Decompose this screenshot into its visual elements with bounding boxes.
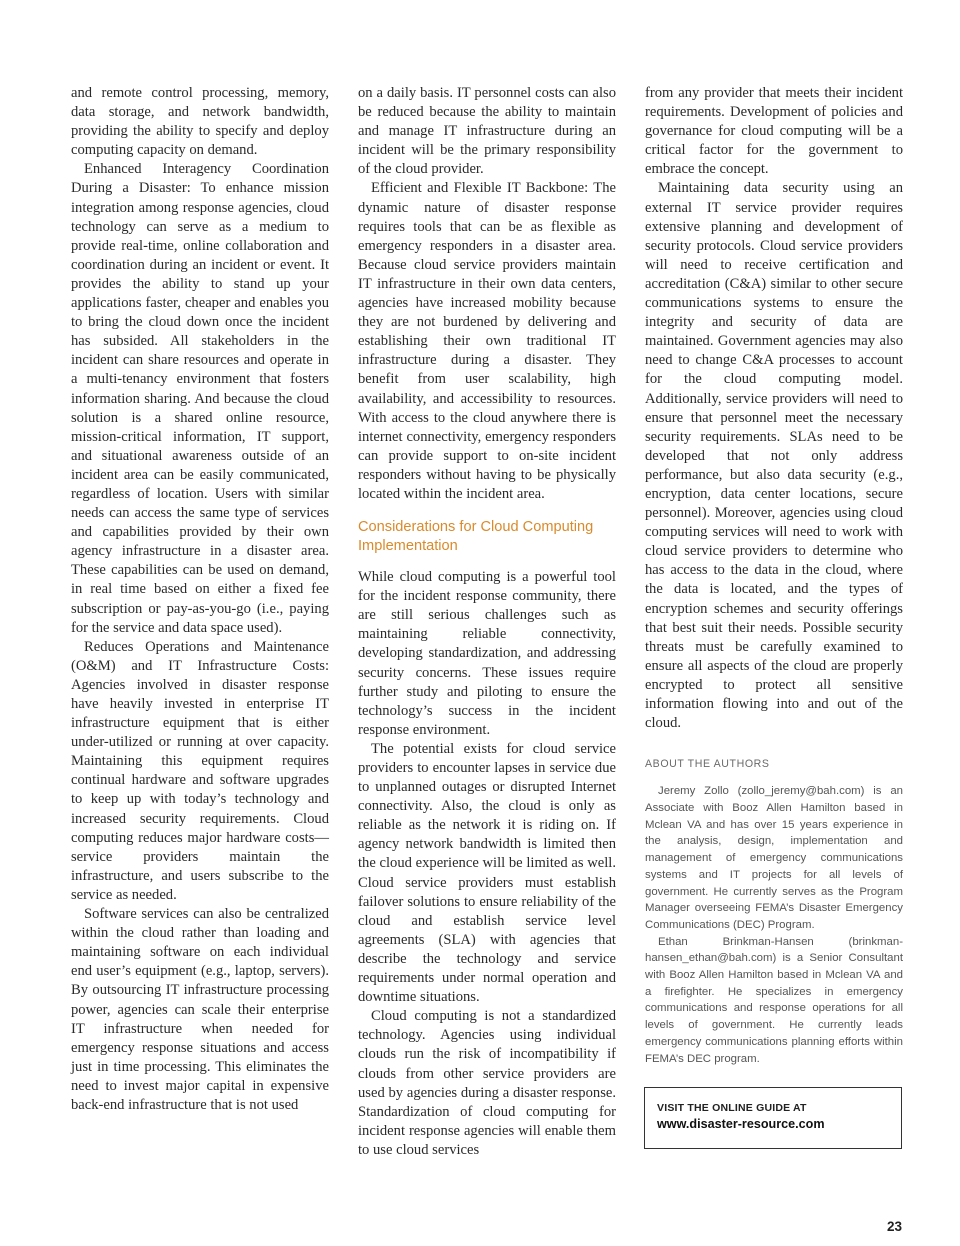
about-authors-heading: ABOUT THE AUTHORS <box>645 758 770 771</box>
author-bio: Ethan Brinkman-Hansen (brinkman-hansen_ethan@bah.com) is a Senior Consultant with Booz Allen Hamilton based in Mclean VA and a firefighter. He specializes in emergency communications and response operations for all levels of government. He currently leads emergency communications planning efforts within FEMA’s DEC program. <box>645 935 903 1065</box>
author-bio: Jeremy Zollo (zollo_jeremy@bah.com) is an Associate with Booz Allen Hamilton based in Mclean VA and has over 15 years experience in the analysis, design, implementation and management of emergency communications systems and IT projects for all levels of government. He currently serves as the Program Manager overseeing FEMA’s Disaster Emergency Communications (DEC) Program. <box>645 785 903 931</box>
body-paragraph: from any provider that meets their incident requirements. Development of policies and governance for cloud computing will be a critical factor for the government to embrace the concept. <box>645 85 903 178</box>
online-guide-url[interactable]: www.disaster-resource.com <box>657 1117 825 1131</box>
body-paragraph: Maintaining data security using an external IT service provider requires extensive planning and development of security protocols. Cloud service providers will need to receive certification and accreditation (C&A) similar to other secure communications systems to ensure the integrity and security of data are maintained. Government agencies may also need to change C&A processes to account for the cloud computing model. Additionally, service providers will need to ensure that personnel meet the necessary security requirements. SLAs need to be developed that not only address performance, but also data security (e.g., encryption, data center locations, secure personnel). Moreover, agencies using cloud computing services will need to work with cloud service providers to determine who has access to the data in the cloud, where the data is located, and the types of encryption schemes and security offerings that best suit their needs. Possible security threats must be carefully examined to ensure all aspects of the cloud are properly encrypted to protect all sensitive information flowing into and out of the cloud. <box>645 180 903 732</box>
body-column-2 <box>358 84 616 1160</box>
online-guide-label: VISIT THE ONLINE GUIDE AT <box>657 1102 807 1114</box>
online-guide-box <box>644 1087 902 1149</box>
body-paragraph: Enhanced Interagency Coordination During a Disaster: To enhance mission integration among response agencies, cloud technology can serve as a medium to provide real-time, online collaboration and coordination during an incident or event. It provides the ability to stand up your applications faster, cheaper and enables you to bring the cloud down once the incident has subsided. All stakeholders in the incident can share resources and operate in a multi-tenancy environment that fosters information sharing. And because the cloud solution is a shared online resource, mission-critical information, IT support, and situational awareness outside of an incident area can be easily communicated, regardless of location. Users with similar needs can access the same type of services and capabilities provided by their own agency infrastructure in a disaster area. These capabilities can be used on demand, in real time based on either a fixed fee subscription or pay-as-you-go (i.e., paying for the service and data space used). <box>71 161 329 636</box>
page-number: 23 <box>886 1219 902 1234</box>
body-column-1 <box>71 84 329 1115</box>
body-paragraph: The potential exists for cloud service providers to encounter lapses in service due to unplanned outages or disrupted Internet connectivity. Also, the cloud is only as reliable as the network it is riding on. If agency network bandwidth is limited then the cloud experience will be limited as well. Cloud service providers must establish failover solutions to ensure reliability of the cloud and establish service level agreements (SLA) with agencies that describe the technology and service requirements under normal operation and downtime situations. <box>358 740 616 1006</box>
body-paragraph: Reduces Operations and Maintenance (O&M) and IT Infrastructure Costs: Agencies involved in disaster response have heavily invested in enterprise IT infrastructure equipment that is either under-utilized or running at over capacity. Maintaining this equipment requires continual hardware and software upgrades to keep up with today’s technology and increased security requirements. Cloud computing reduces major hardware costs—service providers maintain the infrastructure, and users subscribe to the service as needed. <box>71 638 329 903</box>
section-heading: Considerations for Cloud Computing Implementation <box>358 519 594 555</box>
body-paragraph: Efficient and Flexible IT Backbone: The dynamic nature of disaster response requires tools that can be as flexible as emergency responders in a disaster area. Because cloud service providers maintain IT infrastructure in their own data centers, agencies have increased mobility because they are not burdened by delivering and establishing their own traditional IT infrastructure during a disaster. They benefit from user scalability, high availability, and accessibility to resources. With access to the cloud anywhere there is internet connectivity, emergency responders can provide support to on-site incident responders without having to be physically located within the incident area. <box>358 180 616 502</box>
body-paragraph: Cloud computing is not a standardized technology. Agencies using individual clouds run the risk of incompatibility if clouds from other service providers are used by agencies during a disaster response. Standardization of cloud computing for incident response agencies will enable them to use cloud services <box>358 1008 616 1158</box>
body-paragraph: Software services can also be centralized within the cloud rather than loading and maintaining software on each individual end user’s equipment (e.g., laptop, servers). By outsourcing IT infrastructure processing power, agencies can scale their enterprise IT infrastructure when needed for emergency response situations and access just in time processing. This eliminates the need to invest major capital in expensive back-end infrastructure that is not used <box>71 906 329 1113</box>
body-column-3 <box>645 84 903 1067</box>
body-paragraph: on a daily basis. IT personnel costs can also be reduced because the ability to maintain and manage IT infrastructure during an incident will be the primary responsibility of the cloud provider. <box>358 85 616 178</box>
body-paragraph: While cloud computing is a powerful tool for the incident response community, there are still serious challenges such as maintaining reliable connectivity, developing standardization, and addressing security concerns. These issues require further study and piloting to ensure the technology’s success in the incident response environment. <box>358 569 616 738</box>
body-paragraph: and remote control processing, memory, data storage, and network bandwidth, providing the ability to specify and deploy computing capacity on demand. <box>71 85 329 159</box>
